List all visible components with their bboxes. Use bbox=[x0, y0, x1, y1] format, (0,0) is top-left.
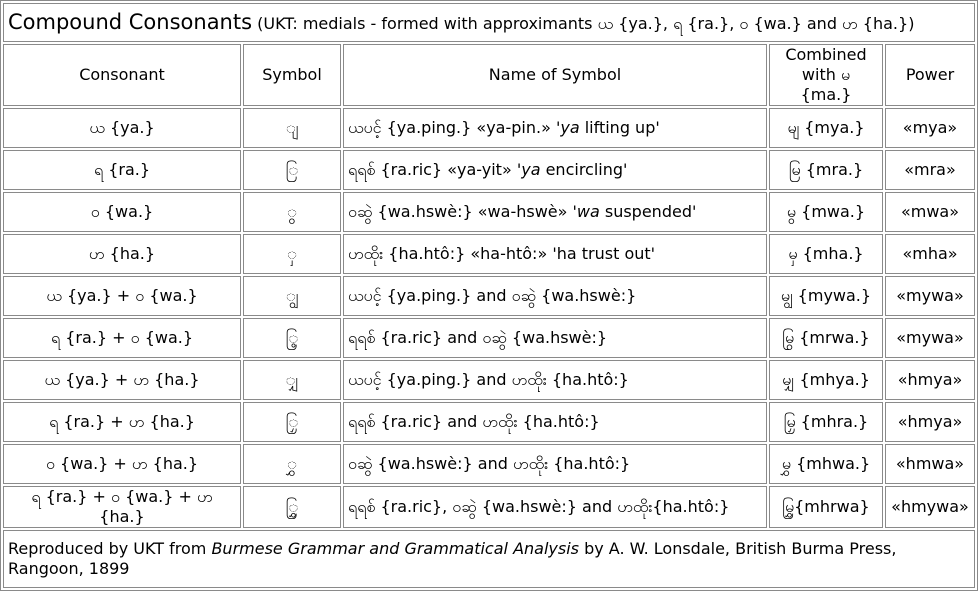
header-symbol: Symbol bbox=[243, 44, 341, 106]
combined-cell: မြှ {mhra.} bbox=[769, 402, 883, 442]
header-power: Power bbox=[885, 44, 975, 106]
power-cell: «mra» bbox=[885, 150, 975, 190]
power-cell: «hmwa» bbox=[885, 444, 975, 484]
table-row bbox=[3, 318, 975, 358]
symbol-cell: ြှ bbox=[243, 402, 341, 442]
table-row bbox=[3, 150, 975, 190]
header-name-of-symbol: Name of Symbol bbox=[343, 44, 767, 106]
table-row bbox=[3, 360, 975, 400]
name-cell bbox=[343, 108, 767, 148]
citation-prefix: Reproduced by UKT from bbox=[8, 539, 212, 558]
citation-suffix: by A. W. Lonsdale, British Burma Press, Rangoon, 1899 bbox=[8, 539, 897, 578]
name-cell bbox=[343, 276, 767, 316]
symbol-cell: ျှ bbox=[243, 360, 341, 400]
consonant-cell: ယ {ya.} + ဟ {ha.} bbox=[3, 360, 241, 400]
header-consonant: Consonant bbox=[3, 44, 241, 106]
name-text: suspended' bbox=[599, 202, 697, 221]
name-text: ယပင့် {ya.ping.} «ya-pin.» ' bbox=[348, 118, 561, 137]
footer-row bbox=[3, 530, 975, 588]
power-cell: «hmya» bbox=[885, 402, 975, 442]
table-title bbox=[3, 3, 975, 42]
symbol-cell: ှ bbox=[243, 234, 341, 274]
table-row bbox=[3, 444, 975, 484]
name-text: encircling' bbox=[540, 160, 628, 179]
name-text: ဟထိုး {ha.htô:} «ha-htô:» 'ha trust out' bbox=[348, 244, 656, 263]
name-text: ဝဆွဲ {wa.hswè:} «wa-hswè» ' bbox=[348, 202, 577, 221]
table-row bbox=[3, 108, 975, 148]
table-row bbox=[3, 276, 975, 316]
title-subtitle: (UKT: medials - formed with approximants ယ {ya.}, ရ {ra.}, ဝ {wa.} and ဟ {ha.}) bbox=[252, 13, 915, 33]
consonant-cell: ယ {ya.} bbox=[3, 108, 241, 148]
power-cell: «hmywa» bbox=[885, 486, 975, 528]
title-row bbox=[3, 3, 975, 42]
name-cell bbox=[343, 234, 767, 274]
symbol-cell: ျ bbox=[243, 108, 341, 148]
combined-cell: မြွှ{mhrwa} bbox=[769, 486, 883, 528]
name-cell bbox=[343, 192, 767, 232]
combined-cell: မျွ {mywa.} bbox=[769, 276, 883, 316]
consonant-cell: ရ {ra.} + ဝ {wa.} + ဟ {ha.} bbox=[3, 486, 241, 528]
name-italic: ya bbox=[521, 160, 541, 179]
power-cell: «mywa» bbox=[885, 276, 975, 316]
name-cell bbox=[343, 402, 767, 442]
symbol-cell: ွှ bbox=[243, 444, 341, 484]
header-row bbox=[3, 44, 975, 106]
combined-cell: မွ {mwa.} bbox=[769, 192, 883, 232]
combined-cell: မျ {mya.} bbox=[769, 108, 883, 148]
table-row bbox=[3, 234, 975, 274]
citation bbox=[3, 530, 975, 588]
consonant-cell: ရ {ra.} bbox=[3, 150, 241, 190]
combined-cell: မွှ {mhwa.} bbox=[769, 444, 883, 484]
name-cell bbox=[343, 150, 767, 190]
table-body bbox=[3, 108, 975, 528]
table-row bbox=[3, 192, 975, 232]
name-italic: wa bbox=[576, 202, 600, 221]
table-row bbox=[3, 402, 975, 442]
name-text: ရရစ် {ra.ric}, ဝဆွဲ {wa.hswè:} and ဟထိုး{ha.htô:} bbox=[348, 497, 730, 516]
power-cell: «mwa» bbox=[885, 192, 975, 232]
name-text: lifting up' bbox=[579, 118, 660, 137]
title-main: Compound Consonants bbox=[8, 9, 253, 34]
name-text: ရရစ် {ra.ric} and ဟထိုး {ha.htô:} bbox=[348, 412, 600, 431]
name-text: ရရစ် {ra.ric} and ဝဆွဲ {wa.hswè:} bbox=[348, 328, 608, 347]
citation-book-title: Burmese Grammar and Grammatical Analysis bbox=[211, 539, 579, 558]
symbol-cell: ြွ bbox=[243, 318, 341, 358]
consonant-cell: ရ {ra.} + ဝ {wa.} bbox=[3, 318, 241, 358]
consonant-cell: ယ {ya.} + ဝ {wa.} bbox=[3, 276, 241, 316]
combined-cell: မြွ {mrwa.} bbox=[769, 318, 883, 358]
name-cell bbox=[343, 360, 767, 400]
name-cell bbox=[343, 486, 767, 528]
name-text: ဝဆွဲ {wa.hswè:} and ဟထိုး {ha.htô:} bbox=[348, 454, 631, 473]
power-cell: «mha» bbox=[885, 234, 975, 274]
consonant-cell: ရ {ra.} + ဟ {ha.} bbox=[3, 402, 241, 442]
name-cell bbox=[343, 444, 767, 484]
symbol-cell: ွ bbox=[243, 192, 341, 232]
symbol-cell: ြွှ bbox=[243, 486, 341, 528]
name-italic: ya bbox=[560, 118, 580, 137]
name-text: ယပင့် {ya.ping.} and ဝဆွဲ {wa.hswè:} bbox=[348, 286, 637, 305]
name-text: ယပင့် {ya.ping.} and ဟထိုး {ha.htô:} bbox=[348, 370, 629, 389]
consonant-cell: ဝ {wa.} + ဟ {ha.} bbox=[3, 444, 241, 484]
symbol-cell: ျွ bbox=[243, 276, 341, 316]
combined-cell: မြ {mra.} bbox=[769, 150, 883, 190]
header-combined: Combined with မ {ma.} bbox=[769, 44, 883, 106]
power-cell: «hmya» bbox=[885, 360, 975, 400]
combined-cell: မှ {mha.} bbox=[769, 234, 883, 274]
combined-cell: မျှ {mhya.} bbox=[769, 360, 883, 400]
consonant-cell: ဝ {wa.} bbox=[3, 192, 241, 232]
consonant-cell: ဟ {ha.} bbox=[3, 234, 241, 274]
power-cell: «mya» bbox=[885, 108, 975, 148]
table-row bbox=[3, 486, 975, 528]
power-cell: «mywa» bbox=[885, 318, 975, 358]
symbol-cell: ြ bbox=[243, 150, 341, 190]
name-text: ရရစ် {ra.ric} «ya-yit» ' bbox=[348, 160, 522, 179]
name-cell bbox=[343, 318, 767, 358]
